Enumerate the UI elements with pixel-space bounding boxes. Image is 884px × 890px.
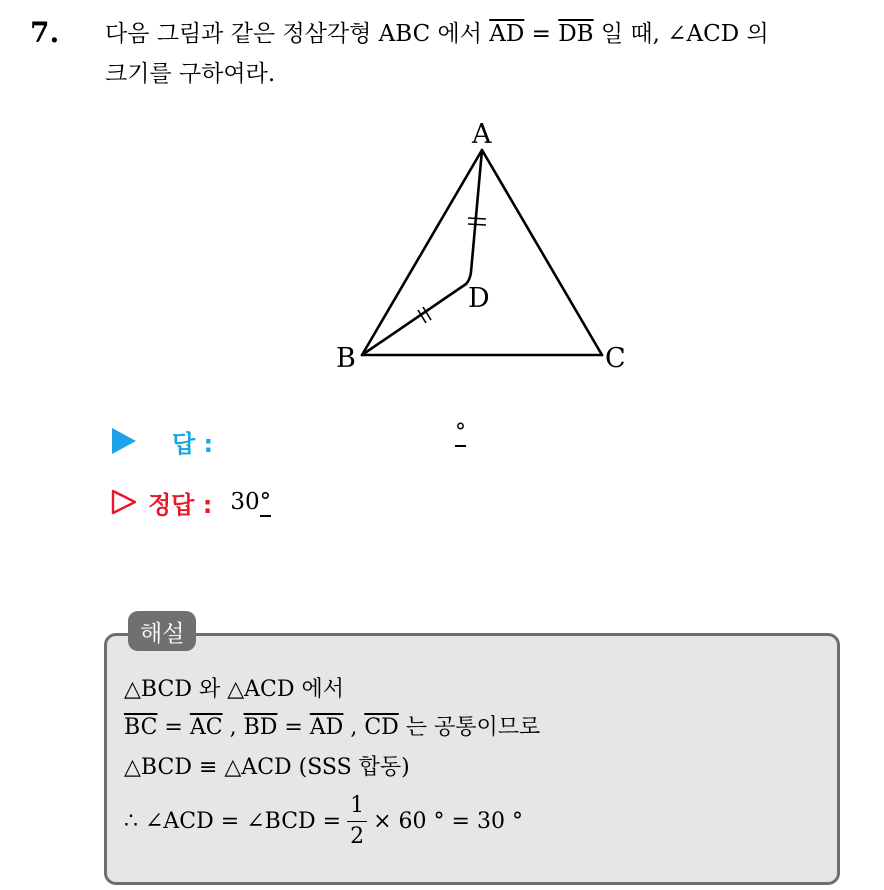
segment-ad-2: $\overline{AD}$ xyxy=(309,715,344,740)
segment-bc: $\overline{BC}$ xyxy=(124,715,158,740)
segment-bd: $\overline{BD}$ xyxy=(243,715,278,740)
correct-answer-label: 정답 : xyxy=(148,490,213,519)
correct-answer-row xyxy=(110,484,271,520)
side-ab xyxy=(362,150,482,355)
equals-1: = xyxy=(157,715,190,740)
question-number: 7. xyxy=(30,16,60,49)
question-text xyxy=(105,14,865,94)
equals-2: = xyxy=(277,715,310,740)
explanation-line-4 xyxy=(124,791,523,852)
outline-triangle-icon xyxy=(110,488,138,516)
segment-bd-line xyxy=(362,284,466,355)
vertex-label-c: C xyxy=(605,343,626,374)
segment-ad: $\overline{AD}$ xyxy=(489,21,525,47)
line4-pre: ∴ ∠ACD = ∠BCD = xyxy=(124,809,342,834)
vertex-label-b: B xyxy=(336,343,356,374)
question-text-part2: 일 때, ∠ACD 의 xyxy=(593,21,769,47)
question-text-part1: 다음 그림과 같은 정삼각형 ABC 에서 xyxy=(105,21,490,47)
tick-mark-ad-2 xyxy=(468,224,486,225)
separator-2: , xyxy=(343,715,365,740)
question-text-line2: 크기를 구하여라. xyxy=(105,61,276,87)
explanation-line-1: △BCD 와 △ACD 에서 xyxy=(124,677,344,702)
fraction-denominator: 2 xyxy=(350,824,365,849)
fraction-numerator: 1 xyxy=(347,791,367,822)
line2-tail: 는 공통이므로 xyxy=(398,715,541,740)
correct-answer-number: 30 xyxy=(230,489,260,515)
correct-answer-value xyxy=(230,489,271,515)
segment-cd: $\overline{CD}$ xyxy=(364,715,399,740)
vertex-label-a: A xyxy=(472,119,492,150)
side-ac xyxy=(482,150,602,355)
explanation-line-2 xyxy=(124,710,540,741)
answer-label: 답 : xyxy=(172,429,214,458)
equals-sign: = xyxy=(524,21,559,47)
play-triangle-icon xyxy=(112,428,136,454)
answer-row xyxy=(112,424,213,458)
vertex-label-d: D xyxy=(468,283,490,314)
line4-post: × 60 ° = 30 ° xyxy=(373,809,523,834)
explanation-line-3: △BCD ≡ △ACD (SSS 합동) xyxy=(124,755,410,780)
correct-answer-unit: ° xyxy=(259,489,272,515)
answer-blank[interactable] xyxy=(455,420,466,445)
segment-ac: $\overline{AC}$ xyxy=(189,715,223,740)
answer-blank-unit: ° xyxy=(455,420,466,445)
triangle-figure xyxy=(320,112,650,382)
separator-1: , xyxy=(222,715,244,740)
fraction-one-half xyxy=(347,791,367,852)
segment-ad-line xyxy=(466,150,482,284)
segment-db: $\overline{DB}$ xyxy=(558,21,594,47)
explanation-tag: 해설 xyxy=(128,611,196,651)
tick-mark-ad-1 xyxy=(468,218,486,219)
